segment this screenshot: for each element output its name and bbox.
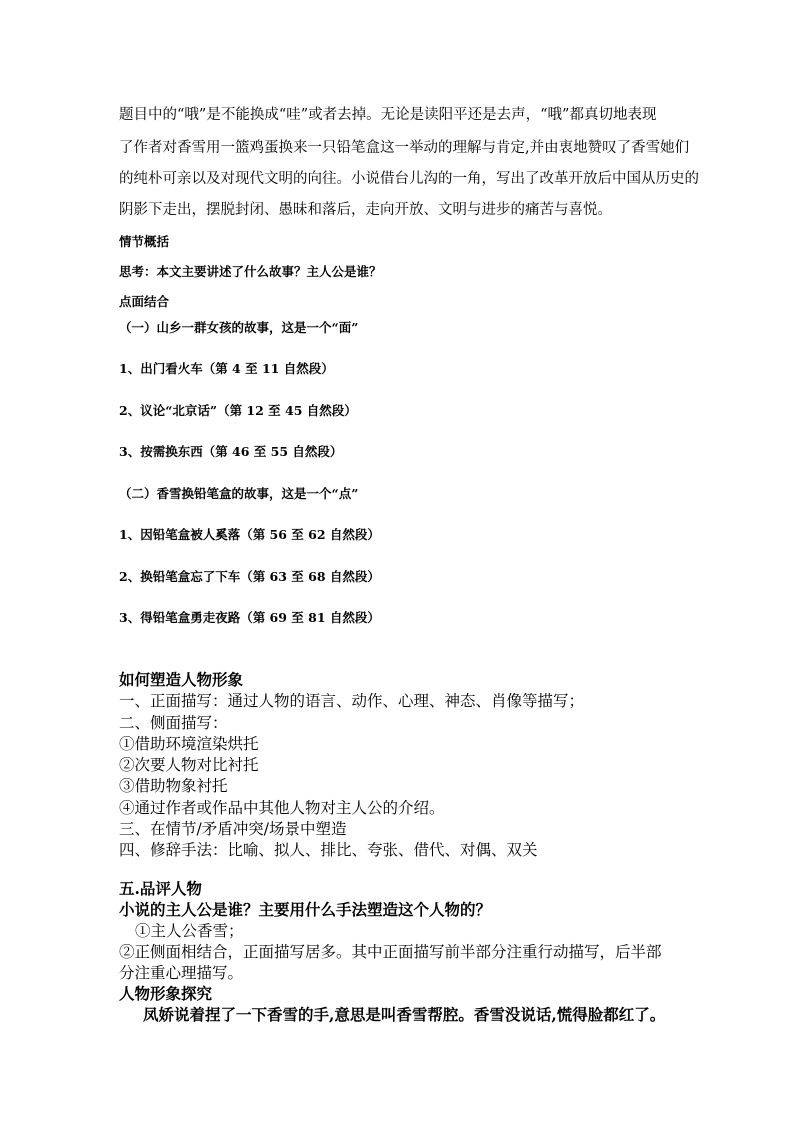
character-line-8: 四、修辞手法：比喻、拟人、排比、夸张、借代、对偶、双关 [119,841,538,859]
evaluation-question: 小说的主人公是谁？主要用什么手法塑造这个人物的？ [119,900,492,919]
plot-part2-item-1: 1、因铅笔盒被人奚落（第 56 至 62 自然段） [119,527,380,542]
evaluation-answer-2a: ②正侧面相结合，正面描写居多。其中正面描写前半部分注重行动描写，后半部 [119,943,662,961]
plot-part2-item-3: 3、得铅笔盒勇走夜路（第 69 至 81 自然段） [119,610,380,625]
plot-heading: 情节概括 [119,234,170,249]
plot-question: 思考：本文主要讲述了什么故事？主人公是谁？ [119,264,382,279]
plot-part2-title: （二）香雪换铅笔盒的故事，这是一个“点” [119,486,359,501]
intro-line-2: 了作者对香雪用一篮鸡蛋换来一只铅笔盒这一举动的理解与肯定,并由衷地赞叹了香雪她们 [119,140,690,156]
intro-line-4: 阴影下走出，摆脱封闭、愚昧和落后，走向开放、文明与进步的痛苦与喜悦。 [119,202,612,218]
character-line-4: ②次要人物对比衬托 [119,756,259,774]
evaluation-answer-1: ①主人公香雪； [135,922,244,940]
plot-part2-item-2: 2、换铅笔盒忘了下车（第 63 至 68 自然段） [119,569,380,584]
character-line-5: ③借助物象衬托 [119,777,228,795]
plot-part1-item-2: 2、议论“北京话”（第 12 至 45 自然段） [119,403,357,418]
plot-part1-title: （一）山乡一群女孩的故事，这是一个“面” [119,320,359,335]
plot-subheading: 点面结合 [119,294,170,309]
intro-line-1: 题目中的“哦”是不能换成“哇”或者去掉。无论是读阳平还是去声，“哦”都真切地表现 [119,107,657,123]
plot-part1-item-3: 3、按需换东西（第 46 至 55 自然段） [119,444,343,459]
intro-line-3: 的纯朴可亲以及对现代文明的向往。小说借台儿沟的一角，写出了改革开放后中国从历史的 [119,171,699,187]
character-line-2: 二、侧面描写： [119,714,228,732]
evaluation-answer-2b: 分注重心理描写。 [119,964,244,982]
character-heading: 如何塑造人物形象 [119,670,244,689]
character-line-3: ①借助环境渲染烘托 [119,735,259,753]
character-line-7: 三、在情节/矛盾冲突/场景中塑造 [119,820,347,838]
character-line-6: ④通过作者或作品中其他人物对主人公的介绍。 [119,799,445,817]
character-line-1: 一、正面描写：通过人物的语言、动作、心理、神态、肖像等描写； [119,692,585,710]
plot-part1-item-1: 1、出门看火车（第 4 至 11 自然段） [119,361,334,376]
evaluation-subheading: 人物形象探究 [119,984,213,1003]
evaluation-quote: 凤娇说着捏了一下香雪的手,意思是叫香雪帮腔。香雪没说话,慌得脸都红了。 [143,1005,666,1024]
evaluation-heading: 五.品评人物 [119,879,202,898]
